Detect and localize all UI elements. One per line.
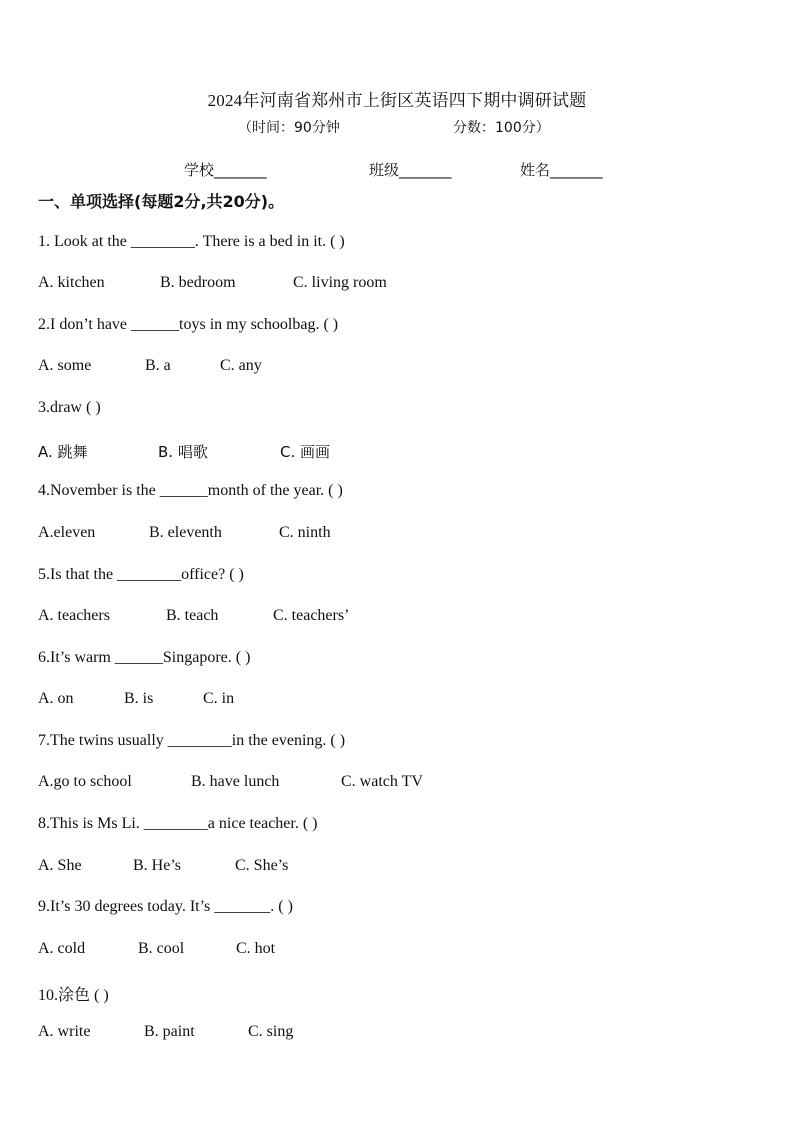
option-a: A. on [38, 690, 74, 707]
option-b: B. cool [138, 940, 185, 957]
question-stem: 8.This is Ms Li. ________a nice teacher. ( ) [38, 815, 318, 832]
option-a: A.go to school [38, 773, 132, 790]
option-c: C. living room [293, 274, 387, 291]
question-stem: 9.It’s 30 degrees today. It’s _______. ( ) [38, 898, 293, 915]
question-stem: 3.draw ( ) [38, 399, 101, 416]
option-b: B. teach [166, 607, 219, 624]
option-c: C. sing [248, 1023, 294, 1040]
question-stem: 10.涂色 ( ) [38, 987, 109, 1004]
option-a: A. some [38, 357, 92, 374]
option-a: A.eleven [38, 524, 96, 541]
option-a: A. cold [38, 940, 86, 957]
school-field: 学校_______ [184, 161, 267, 179]
option-c: C. any [220, 357, 262, 374]
exam-time: （时间：90分钟 [238, 120, 340, 136]
option-c: C. watch TV [341, 773, 423, 790]
option-b: B. have lunch [191, 773, 280, 790]
question-stem: 6.It’s warm ______Singapore. ( ) [38, 649, 251, 666]
option-c: C. 画画 [280, 443, 331, 461]
question-stem: 4.November is the ______month of the year. ( ) [38, 482, 343, 499]
question-stem: 1. Look at the ________. There is a bed in it. ( ) [38, 233, 345, 250]
option-a: A. teachers [38, 607, 110, 624]
option-c: C. in [203, 690, 235, 707]
page-title: 2024年河南省郑州市上街区英语四下期中调研试题 [207, 91, 587, 110]
option-a: A. 跳舞 [38, 443, 88, 461]
option-b: B. eleventh [149, 524, 222, 541]
option-c: C. ninth [279, 524, 331, 541]
question-stem: 5.Is that the ________office? ( ) [38, 566, 244, 583]
option-a: A. kitchen [38, 274, 105, 291]
section-title: 一、单项选择(每题2分,共20分)。 [38, 192, 285, 211]
option-c: C. hot [236, 940, 276, 957]
option-b: B. bedroom [160, 274, 236, 291]
option-b: B. paint [144, 1023, 195, 1040]
question-stem: 2.I don’t have ______toys in my schoolbag. ( ) [38, 316, 339, 333]
name-field: 姓名_______ [520, 161, 603, 179]
option-a: A. write [38, 1023, 91, 1040]
class-field: 班级_______ [369, 161, 452, 179]
option-c: C. teachers’ [273, 607, 350, 624]
question-stem: 7.The twins usually ________in the evening. ( ) [38, 732, 346, 749]
option-b: B. He’s [133, 857, 181, 874]
exam-score: 分数：100分） [453, 120, 550, 136]
option-a: A. She [38, 857, 82, 874]
option-c: C. She’s [235, 857, 289, 874]
option-b: B. a [145, 357, 171, 374]
option-b: B. 唱歌 [158, 443, 208, 461]
option-b: B. is [124, 690, 154, 707]
